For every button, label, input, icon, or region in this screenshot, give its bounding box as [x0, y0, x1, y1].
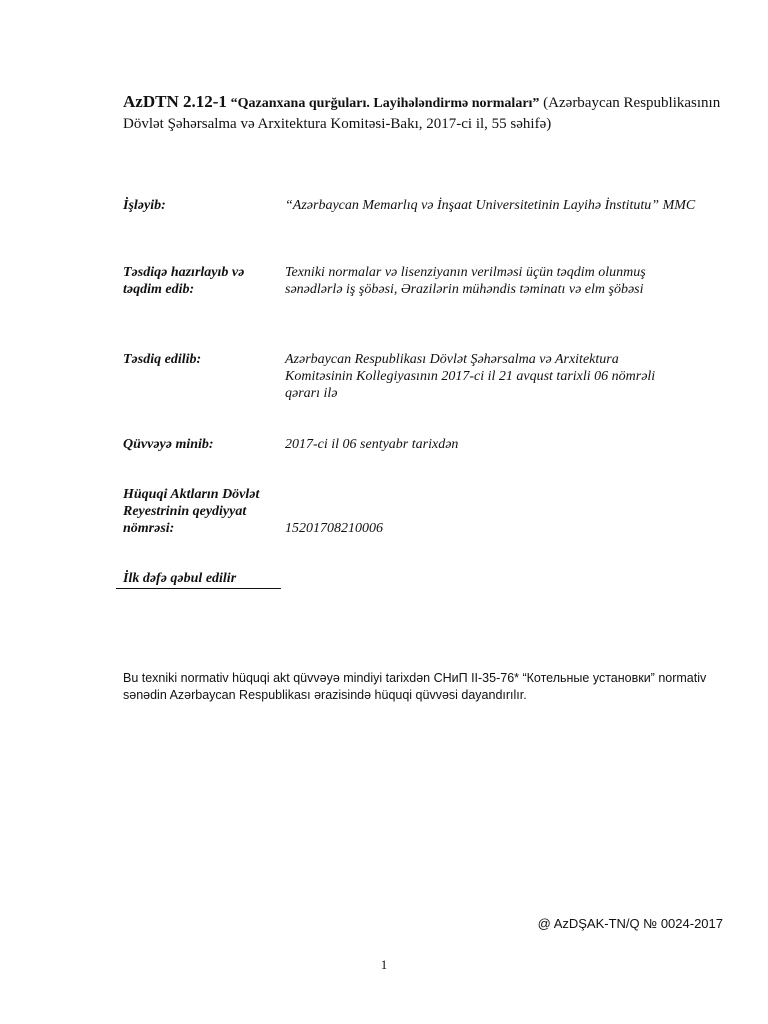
- field-label-prepared: Təsdiqə hazırlayıb və təqdim edib:: [123, 265, 245, 297]
- field-value-effective: 2017-ci il 06 sentyabr tarixdən: [285, 437, 459, 452]
- field-label-first-time: İlk dəfə qəbul edilir: [116, 570, 281, 589]
- standard-title: “Qazanxana qurğuları. Layihələndirmə normaları”: [230, 96, 540, 111]
- field-label-approved: Təsdiq edilib:: [123, 352, 202, 367]
- field-value-prepared: Texniki normalar və lisenziyanın verilməsi üçün təqdim olunmuş sənədlərlə iş şöbəsi, Ərazilərin mühəndis təminatı və elm şöbəsi: [285, 265, 646, 297]
- termination-notice: Bu texniki normativ hüquqi akt qüvvəyə mindiyi tarixdən СНиП II-35-76* “Котельные установки” normativ sənədin Azərbaycan Respublikası ərazisində hüquqi qüvvəsi dayandırılır.: [123, 671, 707, 702]
- standard-publisher-info: (Azərbaycan Respublikasının Dövlət Şəhərsalma və Arxitektura Komitəsi-Bakı, 2017-ci il, 55 səhifə): [123, 95, 721, 132]
- standard-code: AzDTN 2.12-1: [123, 92, 227, 111]
- field-value-developed: “Azərbaycan Memarlıq və İnşaat Universitetinin Layihə İnstitutu” MMC: [285, 198, 696, 213]
- field-label-effective: Qüvvəyə minib:: [123, 437, 214, 452]
- field-value-approved: Azərbaycan Respublikası Dövlət Şəhərsalma və Arxitektura Komitəsinin Kollegiyasının 2017-ci il 21 avqust tarixli 06 nömrəli qərarı ilə: [285, 352, 656, 401]
- field-value-registry: 15201708210006: [285, 521, 383, 536]
- registry-code: @ AzDŞAK-TN/Q № 0024-2017: [537, 916, 723, 931]
- field-label-developed: İşləyib:: [123, 198, 166, 213]
- document-header: [123, 92, 723, 134]
- field-label-registry: Hüquqi Aktların Dövlət Reyestrinin qeydiyyat nömrəsi:: [123, 487, 260, 536]
- page-number: 1: [380, 957, 388, 972]
